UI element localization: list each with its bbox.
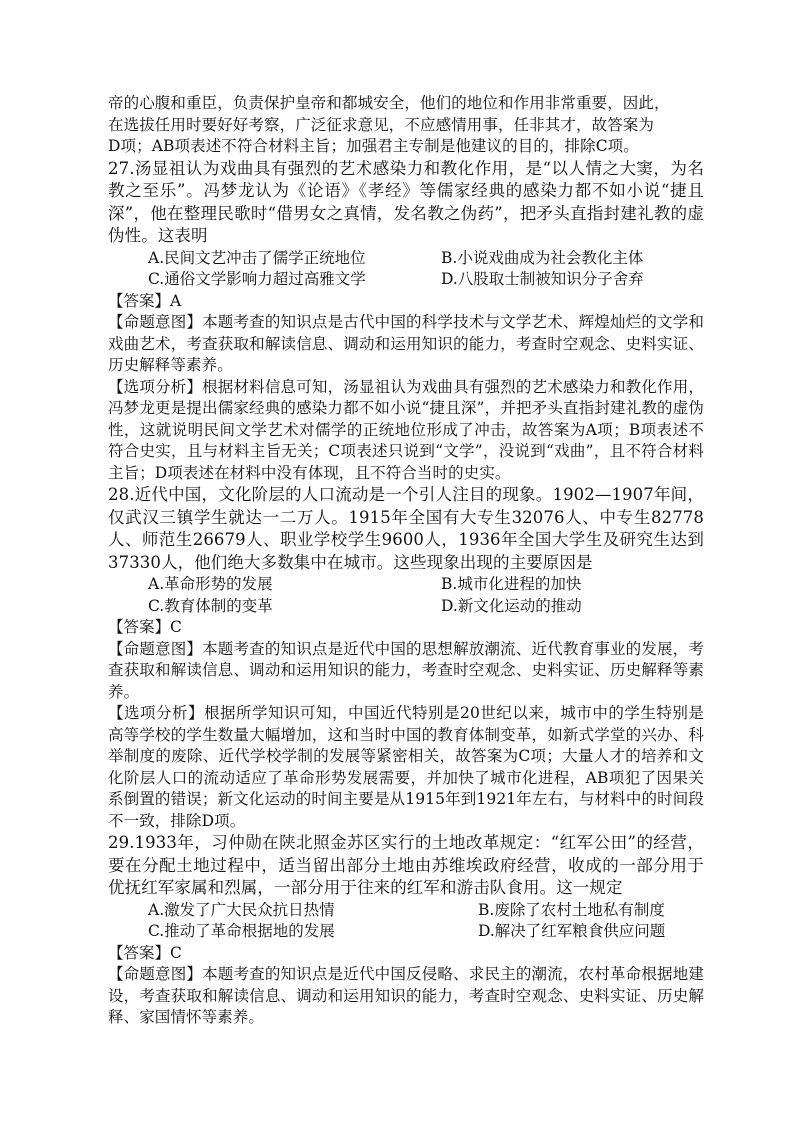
answer: 【答案】C <box>108 943 182 962</box>
option-d: D.解决了红军粮食供应问题 <box>478 922 666 940</box>
option-b: B.废除了农村土地私有制度 <box>478 900 665 919</box>
intent: 【命题意图】本题考查的知识点是近代中国反侵略、求民主的潮流，农村革命根据地建设，考查获取和解读信息、调动和运用知识的能力，考查时空观念、史料实证、历史解释、家国情怀等素养。 <box>108 965 704 1026</box>
options-grid <box>108 248 704 291</box>
options-grid <box>108 900 704 943</box>
options-grid <box>108 574 704 617</box>
analysis: 【选项分析】根据所学知识可知，中国近代特别是20世纪以来，城市中的学生特别是高等学校的学生数量大幅增加，这和当时中国的教育体制变革，如新式学堂的兴办、科举制度的废除、近代学校学制的发展等紧密相关，故答案为C项；大量人才的培养和文化阶层人口的流动适应了革命形势发展需要，并加快了城市化进程，AB项犯了因果关系倒置的错误；新文化运动的时间主要是从1915年到1921年左右，与材料中的时间段不一致，排除D项。 <box>108 704 704 830</box>
option-c: C.通俗文学影响力超过高雅文学 <box>148 270 366 288</box>
option-a: A.民间文艺冲击了儒学正统地位 <box>148 248 366 267</box>
answer: 【答案】C <box>108 618 182 636</box>
question-29 <box>108 832 704 1029</box>
intent: 【命题意图】本题考查的知识点是古代中国的科学技术与文学艺术、辉煌灿烂的文学和戏曲艺术，考查获取和解读信息、调动和运用知识的能力，考查时空观念、史料实证、历史解释等素养。 <box>108 313 704 374</box>
document-page <box>108 93 704 1029</box>
intro-paragraph <box>108 93 704 158</box>
analysis: 【选项分析】根据材料信息可知，汤显祖认为戏曲具有强烈的艺术感染力和教化作用，冯梦龙更是提出儒家经典的感染力都不如小说“捷且深”，并把矛头直指封建礼教的虚伪性，这就说明民间文学艺术对儒学的正统地位形成了冲击，故答案为A项；B项表述不符合史实，且与材料主旨无关；C项表述只说到“文学”，没说到“戏曲”，且不符合材料主旨；D项表述在材料中没有体现，且不符合当时的史实。 <box>108 377 704 482</box>
question-stem: 29.1933年，习仲勋在陕北照金苏区实行的土地改革规定：“红军公田”的经营，要在分配土地过程中，适当留出部分土地由苏维埃政府经营，收成的一部分用于优抚红军家属和烈属，一部分用于往来的红军和游击队食用。这一规定 <box>108 833 704 897</box>
intro-line: 帝的心腹和重臣，负责保护皇帝和都城安全，他们的地位和作用非常重要，因此， <box>108 94 670 112</box>
option-d: D.新文化运动的推动 <box>441 596 582 615</box>
option-c: C.教育体制的变革 <box>148 596 273 615</box>
intent: 【命题意图】本题考查的知识点是近代中国的思想解放潮流、近代教育事业的发展，考查获取和解读信息、调动和运用知识的能力，考查时空观念、史料实证、历史解释等素养。 <box>108 639 704 701</box>
option-d: D.八股取士制被知识分子舍弃 <box>441 270 644 288</box>
option-c: C.推动了革命根据地的发展 <box>148 922 335 940</box>
question-stem: 27.汤显祖认为戏曲具有强烈的艺术感染力和教化作用，是“以人情之大窦，为名教之至乐”。冯梦龙认为《论语》《孝经》等儒家经典的感染力都不如小说“捷且深”，他在整理民歌时“借男女之真情，发名教之伪药”，把矛头直指封建礼教的虚伪性。这表明 <box>108 158 704 245</box>
question-27 <box>108 158 704 485</box>
intro-line: D项；AB项表述不符合材料主旨；加强君主专制是他建议的目的，排除C项。 <box>108 137 639 155</box>
option-a: A.革命形势的发展 <box>148 575 273 593</box>
question-28 <box>108 484 704 832</box>
answer: 【答案】A <box>108 291 182 310</box>
question-stem: 28.近代中国，文化阶层的人口流动是一个引人注目的现象。1902—1907年间，仅武汉三镇学生就达一二万人。1915年全国有大专生32076人、中专生82778人、师范生26679人、职业学校学生9600人，1936年全国大学生及研究生达到37330人，他们绝大多数集中在城市。这些现象出现的主要原因是 <box>108 485 704 572</box>
intro-line: 在选拔任用时要好好考察，广泛征求意见，不应感情用事，任非其才，故答案为 <box>108 115 655 134</box>
option-b: B.小说戏曲成为社会教化主体 <box>441 248 644 267</box>
option-a: A.激发了广大民众抗日热情 <box>148 900 335 919</box>
option-b: B.城市化进程的加快 <box>441 575 582 593</box>
